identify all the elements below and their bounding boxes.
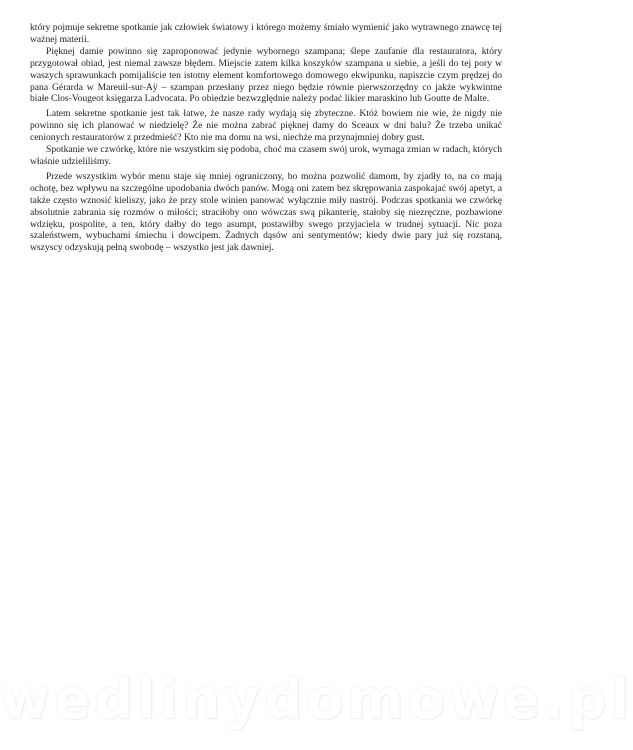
paragraph-summer: Latem sekretne spotkanie jest tak łatwe, że nasze rady wydają się zbyteczne. Któż bowiem nie wie, że nigdy nie powinno się ich planować w niedzielę? Że nie można zabrać pięknej damy do Sceaux w dni balu? Że trzeba unikać cenionych restauratorów z przedmieść? Kto nie ma domu na wsi, niechże ma przynajmniej dobry gust. — [30, 108, 502, 144]
paragraph-foursome: Spotkanie we czwórkę, które nie wszystkim się podoba, choć ma czasem swój urok, wymaga zmian w radach, których właśnie udzieliliśmy. — [30, 144, 502, 167]
paragraph-menu: Przede wszystkim wybór menu staje się mniej ograniczony, bo można pozwolić damom, by zjadły to, na co mają ochotę, bez wpływu na szczególne upodobania dwóch panów. Mogą oni zatem bez skrępowania zaspokajać swój apetyt, a także często wznosić kieliszy, jako że przy stole winien panować wyłącznie miły nastrój. Podczas spotkania we czwórkę absolutnie zabrania się rozmów o miłości; straciłoby ono wówczas swą pikanterię, stałoby się niezręczne, pozbawione wdzięku, pospolite, a ten, który dałby do tego asumpt, postawiłby swego przyjaciela w trudnej sytuacji. Nic poza szaleństwem, wybuchami śmiechu i dowcipem. Żadnych dąsów ani sentymentów; kiedy dwie pary już się rozstaną, wszyscy odzyskują pełną swobodę – wszystko jest jak dawniej. — [30, 170, 502, 254]
watermark: wedlinydomowe.pl — [0, 668, 633, 731]
paragraph-champagne: Pięknej damie powinno się zaproponować jedynie wybornego szampana; ślepe zaufanie dla restauratora, który przygotował obiad, jest niemal zawsze błędem. Miejscie zatem kilka koszyków szampana u siebie, a jeśli do tej pory w waszych sprawunkach pomijaliście ten istotny element komfortowego domowego ekwipunku, napiszcie czym prędzej do pana Gérarda w Mareuil-sur-Aÿ – szampan przesłany przez niego będzie równie pierwszorzędny co jakże wykwintne białe Clos-Vougeot księgarza Ladvocata. Po obiedzie bezwzględnie należy podać likier maraskino lub Goutte de Malte. — [30, 45, 502, 105]
paragraph-continuation: który pojmuje sekretne spotkanie jak człowiek światowy i którego możemy śmiało wymienić jako wytrawnego znawcę tej ważnej materii. — [30, 22, 502, 45]
document-body — [30, 22, 502, 254]
